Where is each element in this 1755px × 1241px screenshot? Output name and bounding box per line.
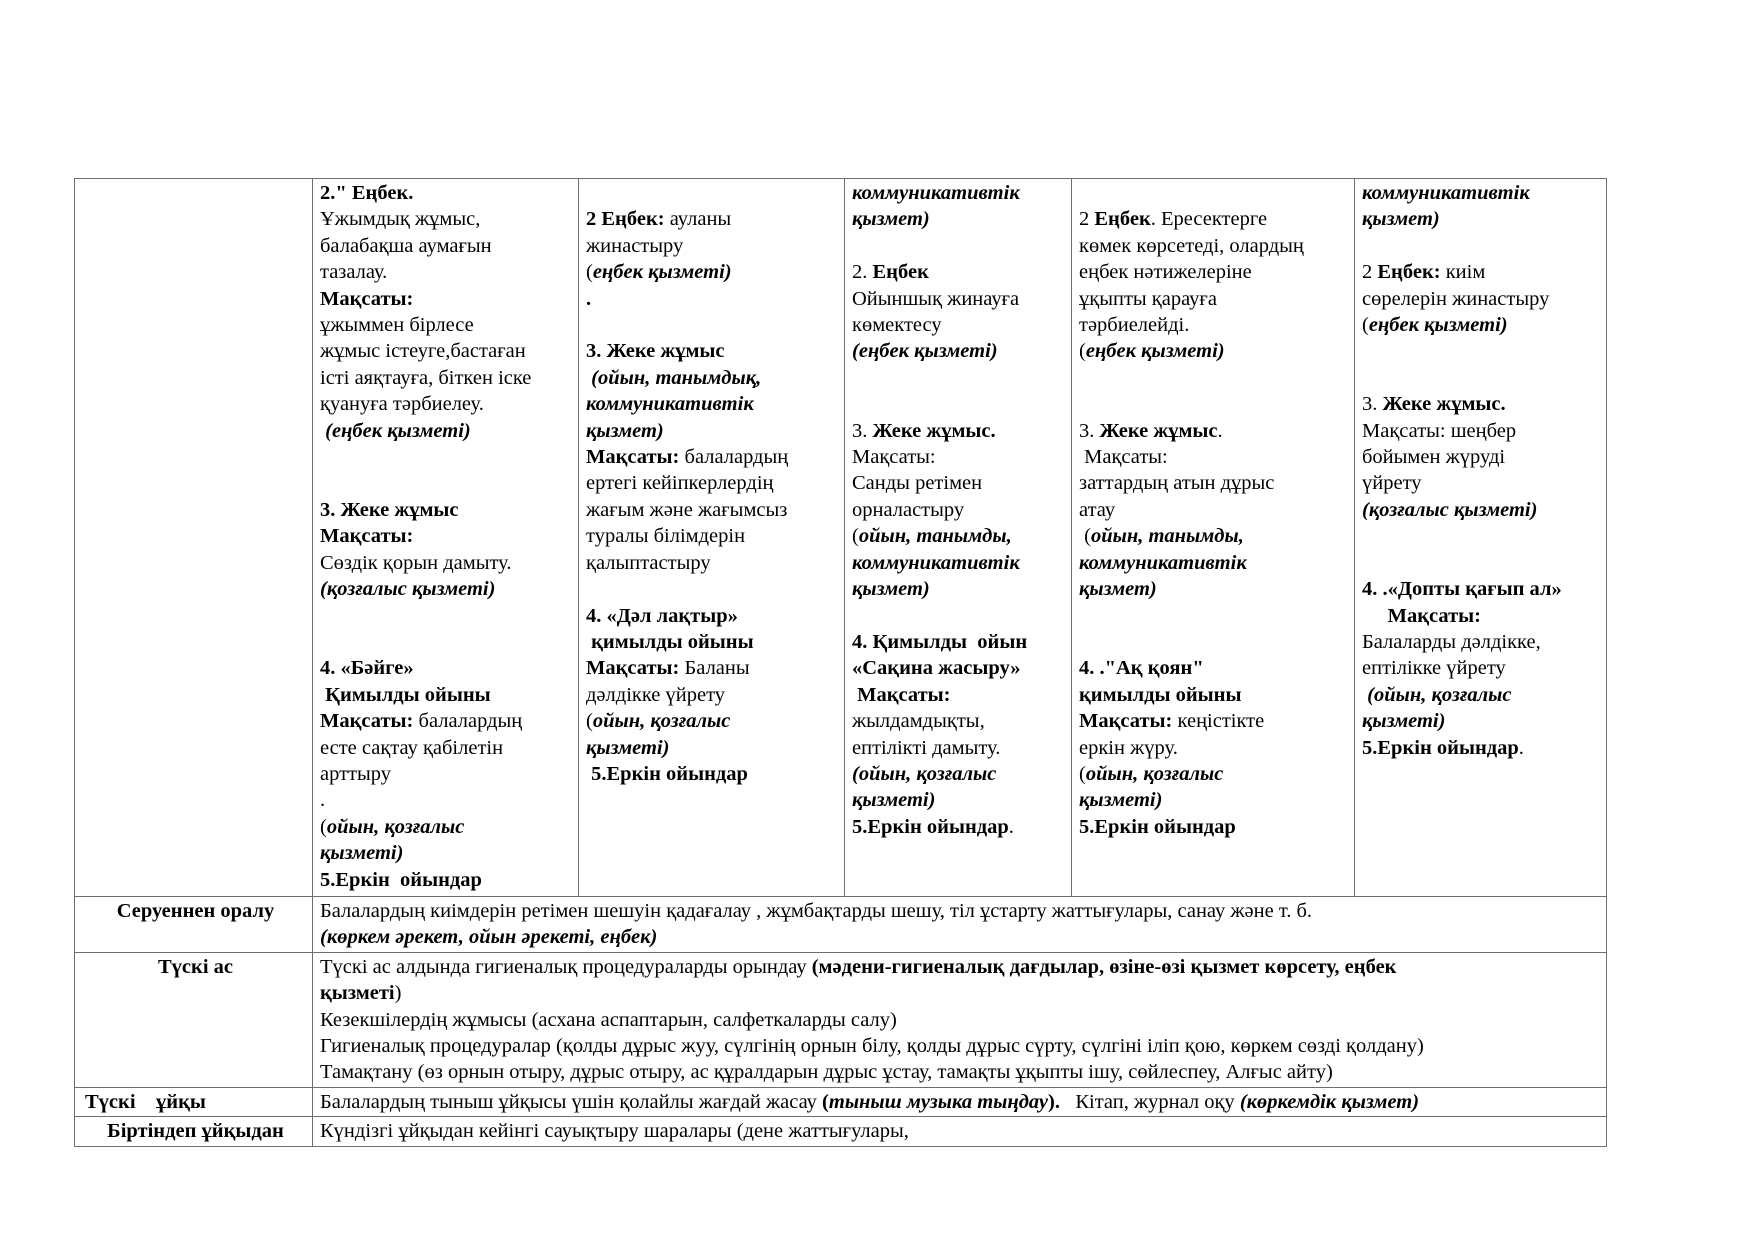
text-run: ұжыммен бірлесе жұмыс істеуге,бастаған істі аяқтауға, біткен іске қуануға тәрбиелеу. [320,314,532,416]
emphasis-text: 4. «Бәйге» Қимылды ойыны Мақсаты: [320,657,491,733]
emphasis-text: 5.Еркін ойындар [320,868,482,891]
emphasis-text: ойын, қозғалыс қызметі) [586,710,731,759]
day-cell-4-text [1079,180,1351,840]
text-run: 3. [1079,419,1095,442]
text-run: Балалардың киімдерін ретімен шешуін қадағалау , жұмбақтарды шешу, тіл ұстарту жаттығулары, санау және т. б. [320,900,1313,922]
text-run: Балаларды дәлдікке, ептілікке үйрету [1362,630,1541,680]
day-cell-1-text [320,180,575,893]
emphasis-text: еңбек қызметі) [592,261,732,284]
row-content-text [320,954,1603,1086]
text-run: ауланы жинастыру ( [586,208,732,284]
emphasis-text: (көркемдік қызмет) [1239,1090,1420,1113]
row-content-text [320,1118,1603,1144]
text-run: . Мақсаты: заттардың атын дұрыс атау ( [1079,419,1275,548]
daily-plan-table [74,178,1607,1147]
emphasis-text: 5.Еркін ойындар [852,815,1009,838]
text-run: ) Кезекшілердің жұмысы (асхана аспаптарын, салфеткаларды салу) Гигиеналық процедуралар (қолды дұрыс жуу, сүлгінің орнын білу, қолды дұрыс сүрту, сүлгіні іліп қою, көркем сөзді қолдану) Тамақтану (өз орнын отыру, дұрыс отыру, ас құралдарын дұрыс ұстау, тамақты ұқыпты ішу, сөйлеспеу, Алғыс айту) [320,982,1424,1084]
emphasis-text: 4. ."Ақ қоян" қимылды ойыны Мақсаты: [1079,657,1242,733]
emphasis-text: . [586,287,592,310]
emphasis-text: Еңбек: [1377,261,1441,284]
row-content [313,897,1607,953]
text-run: 2 [1079,208,1090,231]
emphasis-text: 5.Еркін ойындар [591,762,748,785]
text-run: Мақсаты: Санды ретімен орналастыру ( [852,446,983,548]
emphasis-text: Еңбек [1094,208,1151,231]
return-from-walk-row [75,897,1607,953]
text-run: кеңістікте еркін жүру. ( [1079,710,1265,785]
text-run: . Ересектерге көмек көрсетеді, олардың еңбек нәтижелеріне ұқыпты қарауға тәрбиелейді. ( [1079,208,1304,363]
text-run: Мақсаты: шеңбер бойымен жүруді үйрету [1362,419,1517,495]
emphasis-text: ойын, қозғалыс қызметі) [320,815,465,865]
emphasis-text: (мәдени-гигиеналық дағдылар, өзіне-өзі қызмет көрсету, еңбек қызметі [320,955,1397,1005]
text-run: Баланы дәлдікке үйрету ( [586,657,750,733]
emphasis-text: (қозғалыс қызметі) [1362,498,1538,521]
text-run: жылдамдықты, ептілікті дамыту. [852,710,1001,759]
text-run: Ұжымдық жұмыс, балабақша аумағын тазалау. [320,208,492,284]
emphasis-text: Жеке жұмыс [1099,419,1218,442]
emphasis-text: коммуникативтік қызмет) [852,182,1020,231]
text-run: Күндізгі ұйқыдан кейінгі сауықтыру шаралары (дене жаттығулары, [320,1120,909,1143]
text-run: балалардың ертегі кейіпкерлердің жағым және жағымсыз туралы білімдерін қалыптастыру [586,446,789,574]
day-cell-2-text [586,180,841,787]
emphasis-text: (еңбек қызметі) [325,419,471,442]
emphasis-text: еңбек қызметі) [1368,314,1508,337]
text-run: . [1008,815,1014,838]
day-cell-5-text [1362,180,1603,761]
text-run: Кітап, журнал оқу [1059,1090,1240,1113]
emphasis-text: 4. Қимылды ойын «Сақина жасыру» Мақсаты: [852,630,1028,706]
emphasis-text: 3. Жеке жұмыс Мақсаты: [320,498,459,548]
emphasis-text: (қозғалыс қызметі) [320,578,496,601]
emphasis-text: ойын, қозғалыс қызметі) [1079,762,1224,812]
emphasis-text: Еңбек [872,261,929,284]
emphasis-text: тыныш музыка тыңдау [828,1090,1048,1113]
emphasis-text: еңбек қызметі) [1085,340,1225,363]
text-run: 3. [1362,393,1378,416]
day-cell-4 [1072,179,1355,897]
day-cell-5 [1355,179,1607,897]
text-run: 2. [852,261,868,284]
emphasis-text: Мақсаты: [320,287,414,310]
emphasis-text: 4. .«Допты қағып ал» Мақсаты: [1362,578,1562,627]
emphasis-text: (ойын, қозғалыс қызметі) [852,762,997,812]
day-cell-3 [845,179,1072,897]
row-content-text [320,898,1603,951]
emphasis-text: Мақсаты: [586,446,680,469]
emphasis-text: 3. Жеке жұмыс [586,340,725,363]
emphasis-text: (ойын, қозғалыс қызметі) [1362,683,1512,733]
text-run: Сөздік қорын дамыту. [320,551,512,574]
text-run: 2 [1362,261,1373,284]
text-run: киім сөрелерін жинастыру ( [1362,261,1550,337]
emphasis-text: (еңбек қызметі) [852,340,998,363]
row-label: Серуеннен оралу [75,897,313,953]
text-run: балалардың есте сақтау қабілетін арттыру . ( [320,710,523,838]
emphasis-text: ). [1048,1090,1060,1113]
row-content [313,952,1607,1087]
text-run: 3. [852,419,868,442]
emphasis-text: ойын, танымды, коммуникативтік қызмет) [1079,525,1247,601]
text-run: Балалардың тыныш ұйқысы үшін қолайлы жағдай жасау [320,1090,823,1113]
text-run: . [1518,736,1524,759]
wake-up-row [75,1117,1607,1146]
row-label: Түскі ас [75,952,313,1087]
text-run: Түскі ас алдында гигиеналық процедураларды орындау [320,955,812,978]
row-label: Түскі ұйқы [75,1087,313,1116]
emphasis-text: ( [822,1090,829,1113]
row-label: Біртіндеп ұйқыдан [75,1117,313,1146]
emphasis-text: 4. «Дәл лақтыр» қимылды ойыны Мақсаты: [586,604,754,680]
day-cell-3-text [852,180,1068,840]
lunch-row [75,952,1607,1087]
row-content [313,1087,1607,1116]
row-content [313,1117,1607,1146]
day-cell-2 [579,179,845,897]
emphasis-text: 5.Еркін ойындар [1362,736,1519,759]
emphasis-text: Жеке жұмыс. [872,419,996,442]
emphasis-text: (көркем әрекет, ойын әрекеті, еңбек) [320,926,658,949]
day-cell-1 [313,179,579,897]
emphasis-text: Жеке жұмыс. [1382,393,1506,416]
emphasis-text: (ойын, танымдық, коммуникативтік қызмет) [586,366,762,442]
text-run: Ойыншық жинауға көмектесу [852,287,1020,337]
emphasis-text: коммуникативтік қызмет) [1362,182,1530,231]
empty-label-cell [75,179,313,897]
emphasis-text: ойын, танымды, коммуникативтік қызмет) [852,525,1020,601]
nap-row [75,1087,1607,1116]
emphasis-text: 2 Еңбек: [586,208,665,231]
emphasis-text: 2." Еңбек. [320,182,414,204]
row-content-text [320,1089,1603,1115]
emphasis-text: 5.Еркін ойындар [1079,815,1236,838]
activity-row [75,179,1607,897]
